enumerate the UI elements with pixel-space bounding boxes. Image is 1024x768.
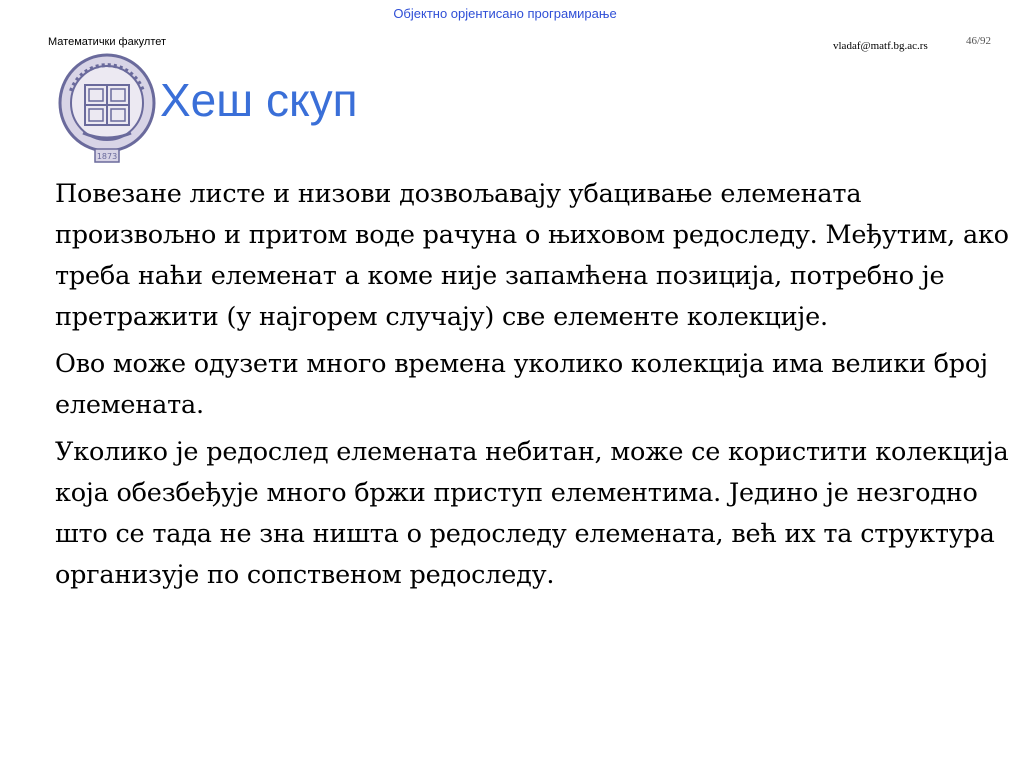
faculty-seal-icon xyxy=(57,53,157,165)
page-number: 46/92 xyxy=(966,35,992,47)
slide-body xyxy=(55,174,1015,602)
paragraph: Уколико је редослед елемената небитан, може се користити колекција која обезбеђује много бржи приступ елементима. Једино је незгодно што се тада не зна ништа о редоследу елемената, већ их та структура организује по сопственом редоследу. xyxy=(55,437,1009,590)
paragraph: Повезане листе и низови дозвољавају убацивање елемената произвољно и притом воде рачуна о њиховом редоследу. Међутим, ако треба наћи елеменат а коме није запамћена позиција, потребно је претражити (у најгорем случају) све елементе колекције. xyxy=(55,179,1009,332)
faculty-name: Математички факултет xyxy=(48,36,167,48)
author-email: vladaf@matf.bg.ac.rs xyxy=(833,40,928,52)
course-title: Објектно орјентисано програмирање xyxy=(393,6,617,21)
seal-year: 1873 xyxy=(96,152,118,161)
paragraph: Ово може одузети много времена уколико колекција има велики број елемената. xyxy=(55,349,988,420)
slide-title: Хеш скуп xyxy=(160,74,358,126)
